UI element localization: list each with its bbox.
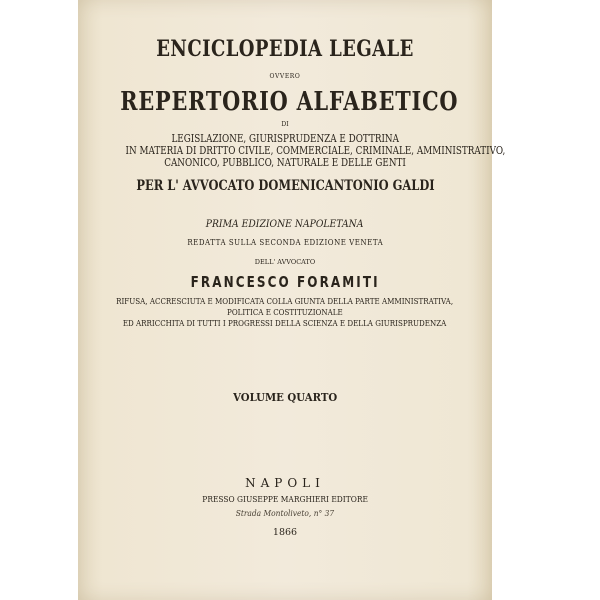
di-connector: DI xyxy=(281,121,289,128)
author-line: PER L' AVVOCATO DOMENICANTONIO GALDI xyxy=(135,178,435,194)
imprint-year: 1866 xyxy=(272,527,298,538)
rifusa-line-3: ED ARRICCHITA DI TUTTI I PROGRESSI DELLA SCIENZA E DELLA GIURISPRUDENZA xyxy=(123,319,447,329)
ovvero-connector: OVVERO xyxy=(269,73,301,80)
rifusa-line-2: POLITICA E COSTITUZIONALE xyxy=(227,308,343,318)
imprint-address: Strada Montoliveto, n° 37 xyxy=(235,509,335,519)
rifusa-line-1: RIFUSA, ACCRESCIUTA E MODIFICATA COLLA GIUNTA DELLA PARTE AMMINISTRATIVA, xyxy=(116,297,454,307)
volume-label: VOLUME QUARTO xyxy=(232,390,338,404)
dell-avvocato-line: DELL' AVVOCATO xyxy=(254,258,316,266)
description-line-2: IN MATERIA DI DRITTO CIVILE, COMMERCIALE, CRIMINALE, AMMINISTRATIVO, xyxy=(125,144,506,157)
book-title-text: ENCICLOPEDIA LEGALE xyxy=(156,36,414,62)
book-title xyxy=(78,38,492,60)
editor-name: FRANCESCO FORAMITI xyxy=(190,273,380,291)
title-page xyxy=(78,0,506,600)
description-line-1: LEGISLAZIONE, GIURISPRUDENZA E DOTTRINA xyxy=(171,132,399,145)
redatta-line: REDATTA SULLA SECONDA EDIZIONE VENETA xyxy=(187,238,383,247)
imprint-city: NAPOLI xyxy=(245,476,325,490)
book-subtitle xyxy=(78,89,492,115)
imprint-publisher: PRESSO GIUSEPPE MARGHIERI EDITORE xyxy=(202,495,368,505)
book-subtitle-text: REPERTORIO ALFABETICO xyxy=(120,87,459,117)
edition-line: PRIMA EDIZIONE NAPOLETANA xyxy=(206,218,364,230)
description-line-3: CANONICO, PUBBLICO, NATURALE E DELLE GENTI xyxy=(164,156,406,169)
